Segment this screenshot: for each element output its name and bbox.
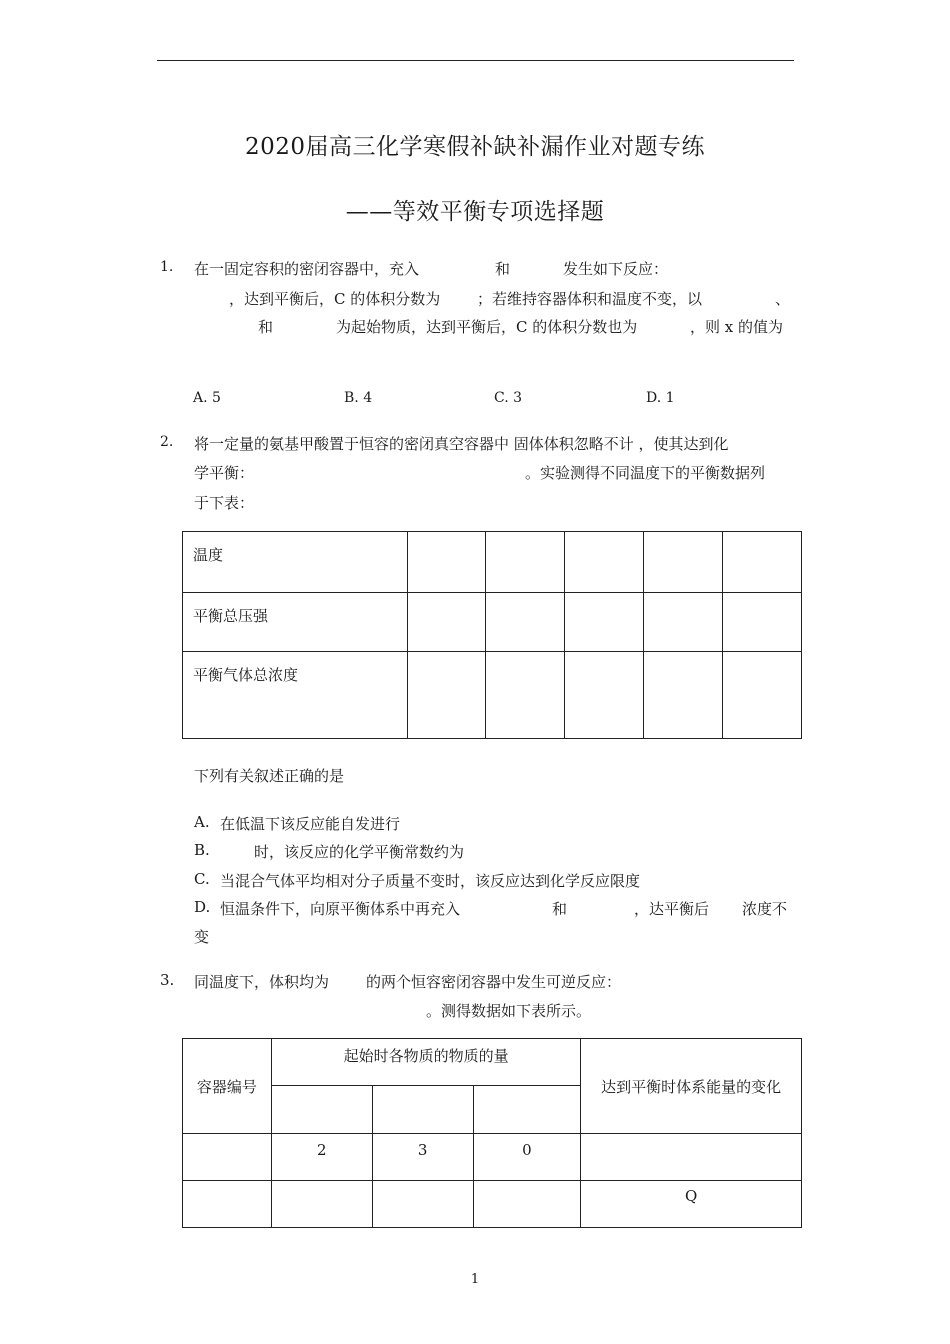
q1-text: ，达到平衡后，C 的体积分数为 (229, 290, 441, 308)
table-row (183, 1039, 802, 1086)
q1-text: 发生如下反应： (563, 260, 669, 278)
document-title: 2020届高三化学寒假补缺补漏作业对题专练 (244, 134, 706, 160)
q2-text: 学平衡： (194, 464, 255, 482)
q1-text: 为起始物质，达到平衡后，C 的体积分数也为 (336, 318, 638, 336)
q2-option-c: 当混合气体平均相对分子质量不变时，该反应达到化学反应限度 (220, 872, 641, 890)
table-cell (183, 1134, 272, 1181)
table-cell (486, 532, 565, 593)
table-cell (644, 532, 723, 593)
table-cell (486, 593, 565, 652)
table-cell: 0 (473, 1134, 581, 1181)
q3-text: 同温度下，体积均为 (194, 973, 330, 991)
table-row-header: 温度 (183, 532, 408, 593)
q1-option-c: C. 3 (494, 390, 523, 406)
q2-option-b: 时，该反应的化学平衡常数约为 (254, 843, 465, 861)
table-cell (723, 593, 802, 652)
q2-number: 2. (160, 434, 174, 450)
q2-option-d: 浓度不 (742, 900, 788, 918)
q3-data-table (182, 1038, 802, 1228)
q1-option-d: D. 1 (646, 390, 675, 406)
document-subtitle: ——等效平衡专项选择题 (345, 199, 605, 225)
q3-number: 3. (160, 971, 175, 989)
table-cell (565, 532, 644, 593)
table-cell (581, 1134, 802, 1181)
table-cell (407, 652, 486, 739)
q3-text: 。测得数据如下表所示。 (426, 1002, 592, 1020)
q2-option-d: 和 (552, 900, 568, 918)
q2-option-c-label: C. (194, 870, 210, 888)
q2-option-a: 在低温下该反应能自发进行 (220, 815, 401, 833)
q2-text: 将一定量的氨基甲酸置于恒容的密闭真空容器中 固体体积忽略不计 ，使其达到化 (194, 435, 729, 453)
q2-option-d-label: D. (194, 898, 211, 916)
q1-text: ，则 x 的值为 (690, 318, 783, 336)
q2-option-d: 恒温条件下，向原平衡体系中再充入 (220, 900, 461, 918)
table-header: 起始时各物质的物质的量 (271, 1039, 580, 1086)
table-cell: 2 (271, 1134, 372, 1181)
q1-text: 、 (775, 290, 791, 308)
page-number: 1 (470, 1272, 480, 1287)
table-row (183, 593, 802, 652)
q2-data-table (182, 531, 802, 739)
q1-text: 和 (258, 318, 274, 336)
q2-option-a-label: A. (194, 813, 210, 831)
table-row-header: 平衡总压强 (183, 593, 408, 652)
table-cell (407, 593, 486, 652)
table-cell (644, 652, 723, 739)
q2-text: 于下表： (194, 494, 255, 512)
q1-option-b: B. 4 (344, 390, 373, 406)
q3-text: 的两个恒容密闭容器中发生可逆反应： (366, 973, 622, 991)
table-cell (372, 1181, 473, 1228)
table-cell: 3 (372, 1134, 473, 1181)
q1-number: 1. (160, 259, 174, 275)
table-row (183, 1181, 802, 1228)
table-cell (486, 652, 565, 739)
q2-option-d: ，达平衡后 (634, 900, 710, 918)
table-header: 容器编号 (183, 1039, 272, 1134)
table-cell (271, 1181, 372, 1228)
table-cell (565, 652, 644, 739)
q1-option-a: A. 5 (193, 390, 221, 406)
q1-text: 在一固定容积的密闭容器中，充入 (194, 260, 420, 278)
q1-text: ；若维持容器体积和温度不变，以 (477, 290, 703, 308)
q1-text: 和 (495, 260, 511, 278)
q2-option-d: 变 (194, 928, 210, 946)
table-cell (372, 1086, 473, 1134)
table-cell (723, 652, 802, 739)
table-cell: Q (581, 1181, 802, 1228)
table-row (183, 532, 802, 593)
q2-text: 。实验测得不同温度下的平衡数据列 (525, 464, 766, 482)
table-header: 达到平衡时体系能量的变化 (581, 1039, 802, 1134)
table-row (183, 1134, 802, 1181)
table-cell (183, 1181, 272, 1228)
table-cell (473, 1086, 581, 1134)
table-row (183, 652, 802, 739)
table-cell (723, 532, 802, 593)
table-row-header: 平衡气体总浓度 (183, 652, 408, 739)
table-cell (407, 532, 486, 593)
table-cell (565, 593, 644, 652)
header-rule (157, 60, 794, 61)
q2-prompt: 下列有关叙述正确的是 (194, 767, 345, 785)
table-cell (271, 1086, 372, 1134)
table-cell (473, 1181, 581, 1228)
q2-option-b-label: B. (194, 841, 210, 859)
table-cell (644, 593, 723, 652)
